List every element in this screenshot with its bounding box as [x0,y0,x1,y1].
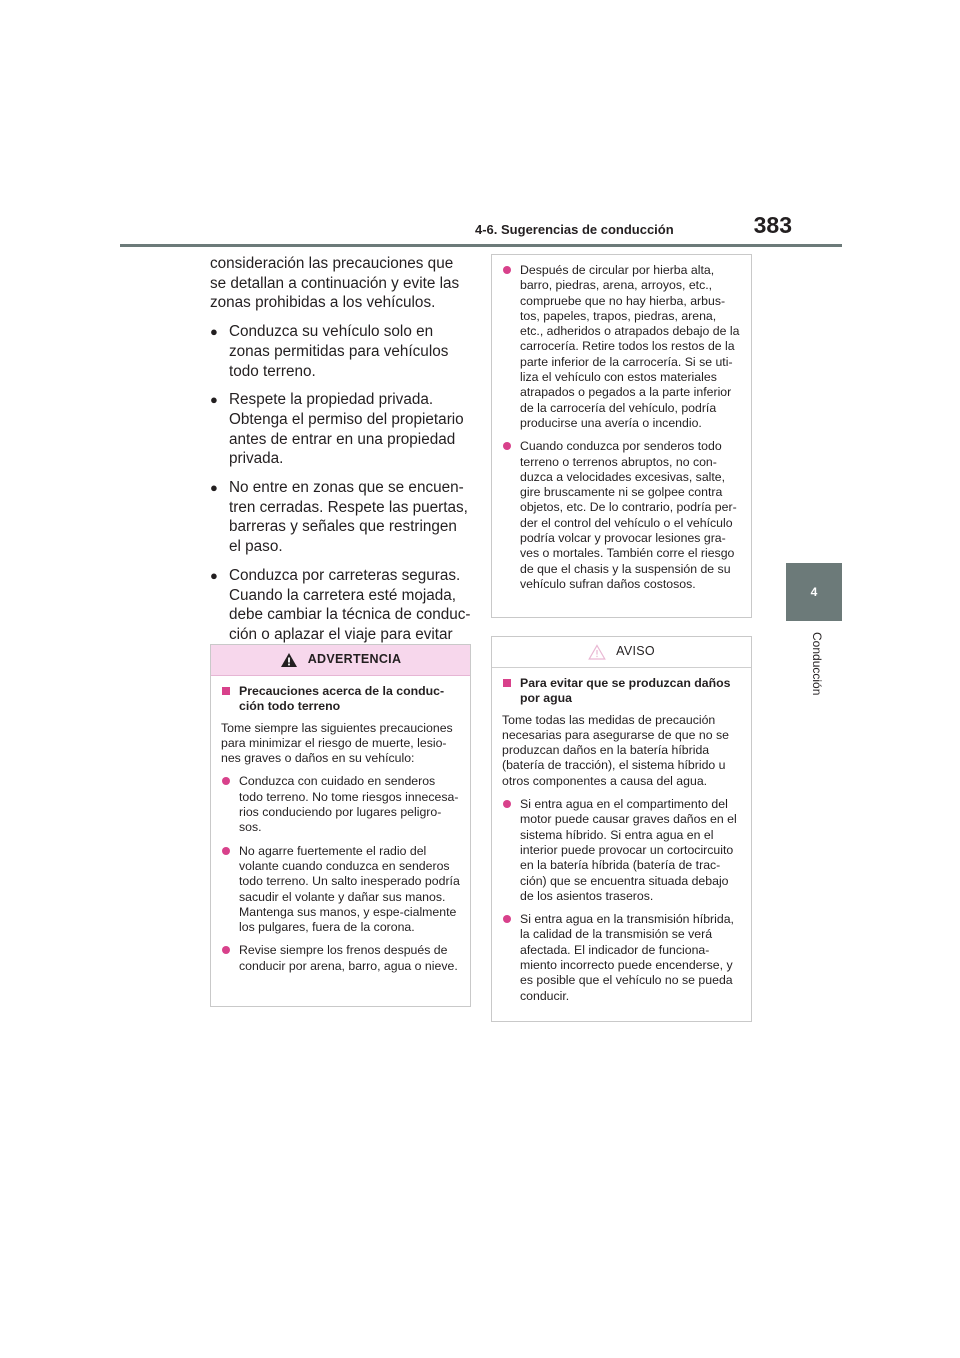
warning-body [211,676,470,988]
notice-header [492,637,751,668]
list-item [221,774,460,835]
main-text [210,254,472,673]
page-number: 383 [753,212,792,238]
list-item [221,844,460,936]
bullet-text: Conduzca su vehículo solo en zonas permitidas para vehículos todo terreno. [229,323,449,380]
notice-title-row [502,676,741,707]
dot-bullet-icon [222,777,230,785]
list-item [502,263,741,431]
warning-title-row [221,684,460,715]
list-item [210,322,472,381]
notice-box [491,636,752,1022]
warning-title: Precauciones acerca de la conduc-ción todo terreno [239,684,445,714]
chapter-number: 4 [810,585,818,599]
square-bullet-icon [222,687,230,695]
warning-header [211,645,470,676]
list-item [221,943,460,974]
section-title: 4-6. Sugerencias de conducción [475,222,674,237]
caution-outline-icon [588,644,606,660]
warning-continuation-box [491,254,752,618]
dot-bullet-icon [503,800,511,808]
notice-title: Para evitar que se produzcan daños por agua [520,676,731,706]
bullet-text: Conduzca por carreteras seguras. Cuando la carretera esté mojada, debe cambiar la técnica de conduc-ción o aplazar el viaje para evitar [229,566,471,643]
item-text: Revise siempre los frenos después de conducir por arena, barro, agua o nieve. [239,943,458,973]
intro-paragraph: consideración las precauciones que se detallan a continuación y evite las zonas prohibidas a los vehículos. [210,255,460,312]
bullet-icon: ● [210,324,218,340]
warning-heading: ADVERTENCIA [307,652,402,667]
item-text: Conduzca con cuidado en senderos todo terreno. No tome riesgos innecesa-rios conduciendo por lugares peligro-sos. [239,774,459,835]
list-item [502,912,741,1004]
bullet-icon: ● [210,480,218,496]
list-item [502,439,741,592]
bullet-icon: ● [210,392,218,408]
list-item [210,390,472,469]
item-text: Cuando conduzca por senderos todo terreno o terrenos abruptos, no con-duzca a velocidades excesivas, salte, gire bruscamente ni se golpee contra objetos, etc. De lo contrario, podría per-der el control del vehículo o el vehículo podría volcar y provocar lesiones gra-ves o mortales. También corre el riesgo de que el chasis y la suspensión de su vehículo sufran daños costosos. [520,439,737,591]
dot-bullet-icon [503,266,511,274]
warning-box [210,644,471,1007]
item-text: Si entra agua en el compartimento del motor puede causar graves daños en el sistema híbrido. Si entra agua en el interior puede provocar un cortocircuito en la batería híbrida (batería de trac-ción) que se encuentra situada debajo de los asientos traseros. [520,797,737,903]
header-rule [120,244,842,247]
list-item [210,478,472,557]
warning-triangle-icon [280,652,298,668]
chapter-tab [786,563,842,621]
notice-body [492,668,751,1018]
item-text: No agarre fuertemente el radio del volante cuando conduzca en senderos todo terreno. Un salto inesperado podría sacudir el volante y dañar sus manos. Mantenga sus manos, y espe-cialmente los pulgares, fuera de la corona. [239,843,460,935]
dot-bullet-icon [222,847,230,855]
bullet-text: Respete la propiedad privada. Obtenga el permiso del propietario antes de entrar en una propiedad privada. [229,391,464,468]
list-item [502,797,741,904]
dot-bullet-icon [222,946,230,954]
dot-bullet-icon [503,442,511,450]
bullet-icon: ● [210,567,218,583]
notice-heading: AVISO [616,644,655,659]
item-text: Después de circular por hierba alta, barro, piedras, arena, arroyos, etc., compruebe que no hay hierba, arbus-tos, papeles, trapos, piedras, arena, etc., adheridos o atrapados debajo de la carrocería. Retire todos los restos de la parte inferior de la carrocería. Si se uti-liza el vehículo con estos materiales atrapados o pegados a la parte inferior de la carrocería del vehículo, podría producirse una avería o incendio. [520,263,740,430]
warning-continuation-body [492,255,751,606]
notice-intro: Tome todas las medidas de precaución necesarias para asegurarse de que no se produzcan daños en la batería híbrida (batería de tracción), el sistema híbrido u otros componentes a causa del agua. [502,712,729,788]
square-bullet-icon [503,679,511,687]
chapter-label: Conducción [810,632,824,696]
bullet-text: No entre en zonas que se encuen-tren cerradas. Respete las puertas, barreras y señales que restringen el paso. [229,479,468,556]
warning-intro: Tome siempre las siguientes precauciones para minimizar el riesgo de muerte, lesio-nes graves o daños en su vehículo: [221,720,453,766]
dot-bullet-icon [503,915,511,923]
item-text: Si entra agua en la transmisión híbrida, la calidad de la transmisión se verá afectada. El indicador de funciona-miento incorrecto puede encenderse, y es posible que el vehículo no se pueda conducir. [520,912,734,1003]
